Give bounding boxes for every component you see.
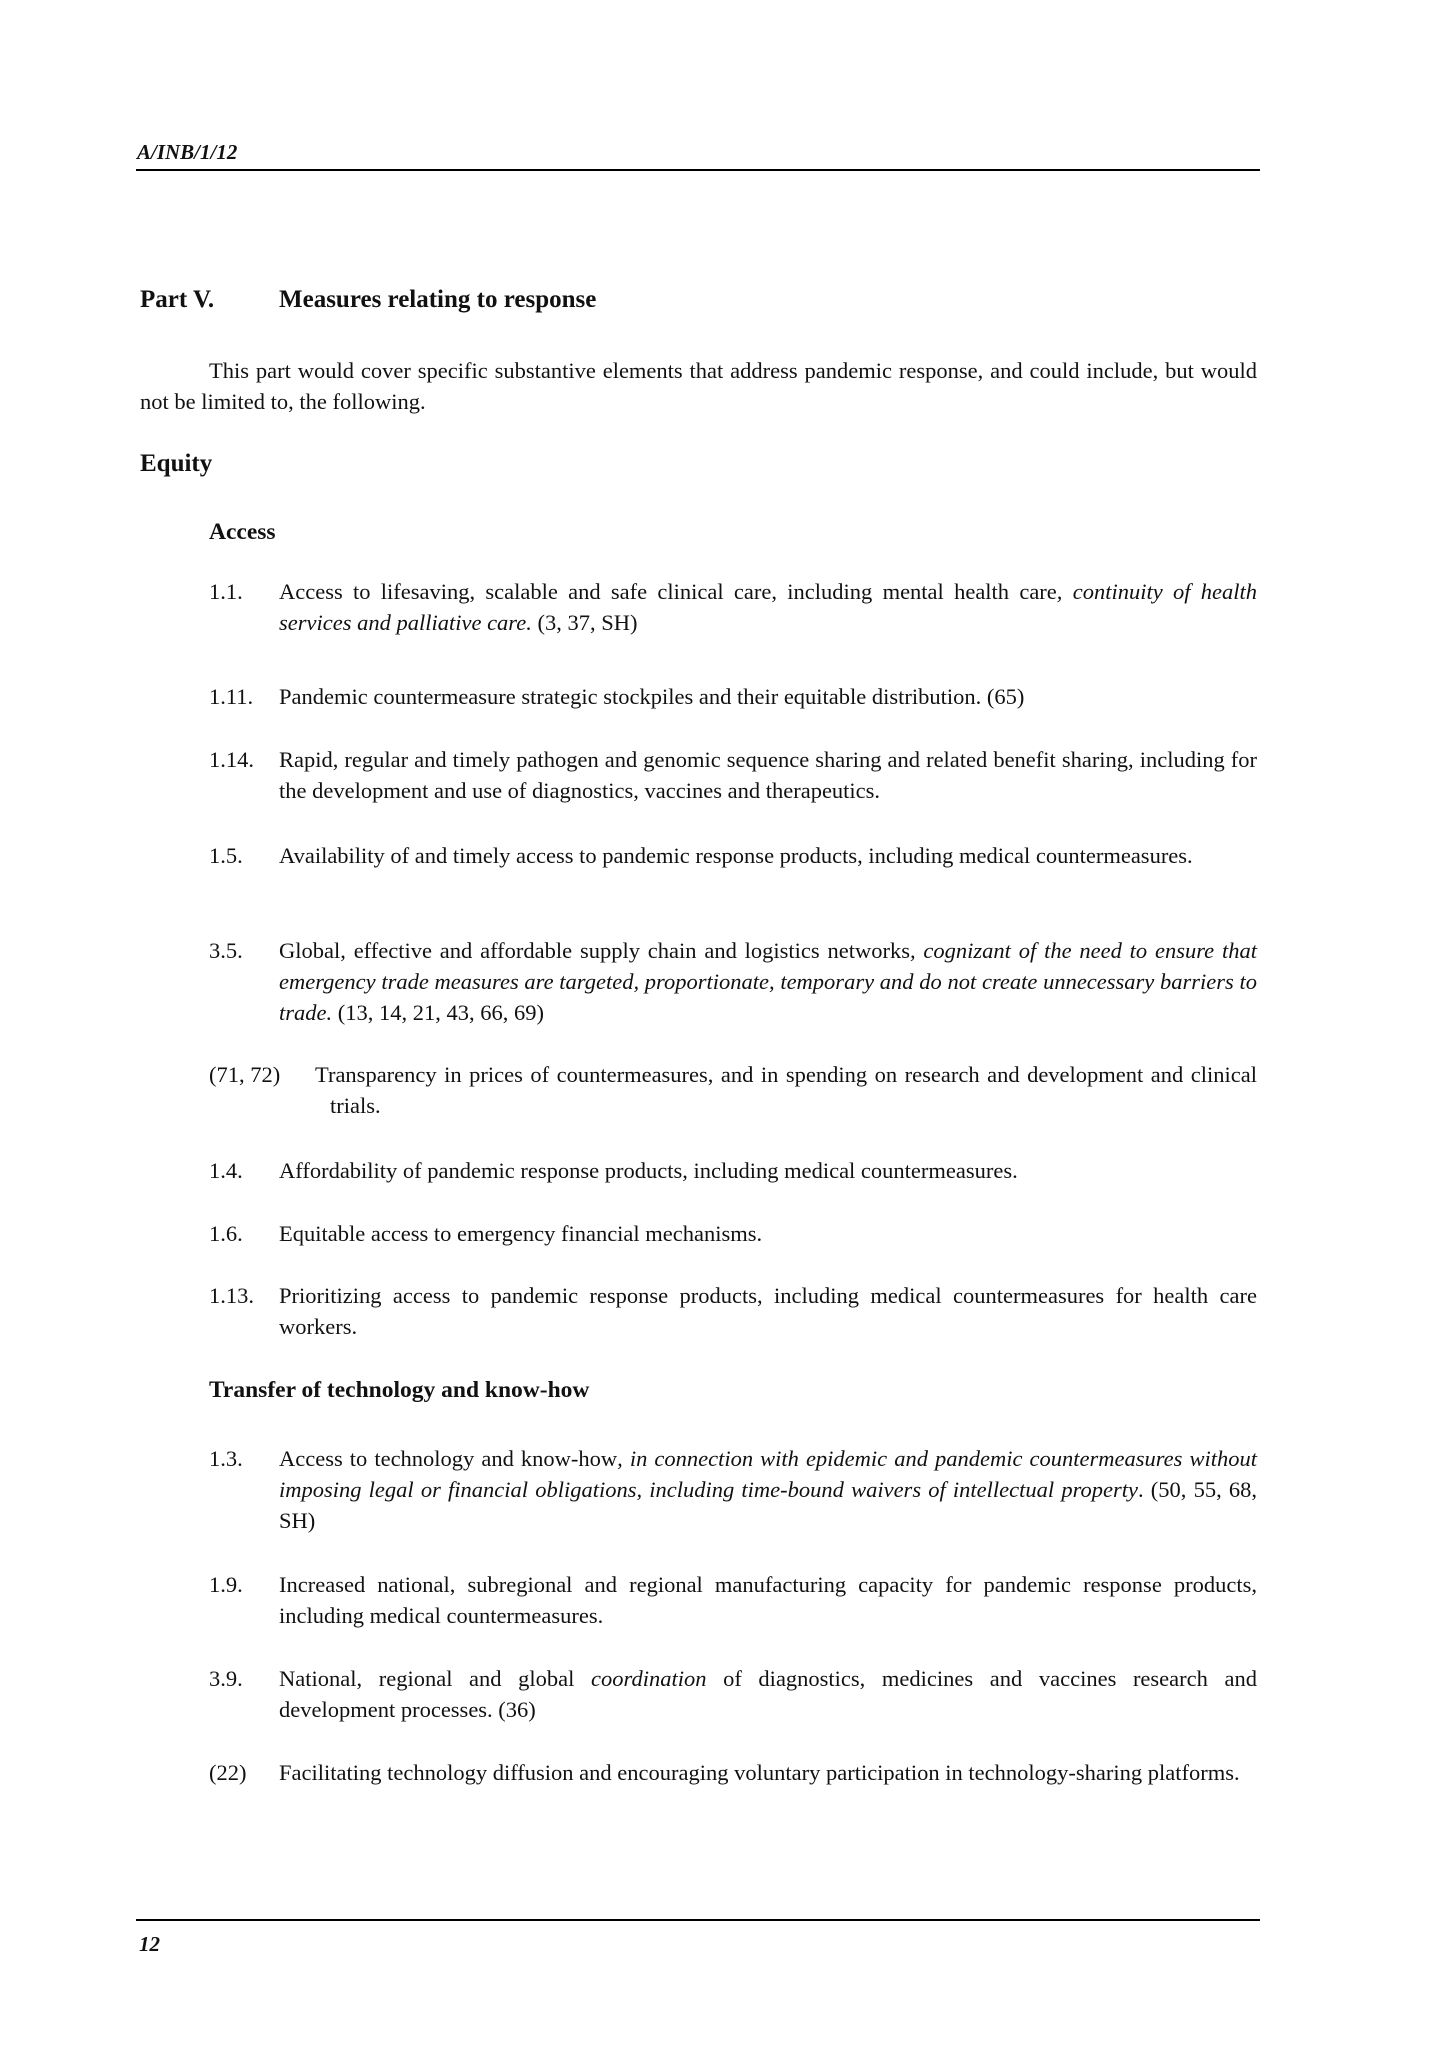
item-text (279, 1155, 1257, 1186)
item-text (279, 1218, 1257, 1249)
list-item (209, 576, 1257, 638)
italic-text-segment: , in connection with epidemic and pandemic countermeasures without imposing legal or financial obligations, including time-bound waivers of intellectual property (279, 1446, 1257, 1502)
text-segment: Access to technology and know-how (279, 1446, 618, 1471)
item-text (279, 840, 1257, 871)
header-rule (136, 169, 1260, 171)
document-symbol: A/INB/1/12 (137, 140, 238, 164)
text-segment: Rapid, regular and timely pathogen and genomic sequence sharing and related benefit sharing, including for the development and use of diagnostics, vaccines and therapeutics. (279, 747, 1257, 803)
item-text (279, 1280, 1257, 1342)
footer-rule (136, 1919, 1260, 1921)
list-item (209, 1663, 1257, 1725)
item-number: 1.6. (209, 1221, 243, 1246)
section-heading-equity: Equity (140, 450, 213, 477)
item-text (279, 681, 1257, 712)
part-heading (140, 286, 596, 314)
item-text (279, 1757, 1257, 1788)
text-segment: Global, effective and affordable supply chain and logistics networks (279, 938, 910, 963)
text-segment: Pandemic countermeasure strategic stockpiles and their equitable distribution. (65) (279, 684, 1025, 709)
item-text (279, 576, 1257, 638)
text-segment: Prioritizing access to pandemic response products, including medical countermeasures for health care workers. (279, 1283, 1257, 1339)
text-segment: Access to lifesaving, scalable and safe clinical care, including mental health care (279, 579, 1057, 604)
list-item (209, 935, 1257, 1028)
italic-text-segment: , cognizant of the need to ensure that emergency trade measures are targeted, proportionate, temporary and do not create unnecessary barriers to trade. (279, 938, 1257, 1025)
item-number: 1.3. (209, 1446, 243, 1471)
item-text (279, 744, 1257, 806)
text-segment: Increased national, subregional and regional manufacturing capacity for pandemic response products, including medical countermeasures. (279, 1572, 1257, 1628)
list-item (209, 1059, 1257, 1121)
subsection-heading-access: Access (209, 519, 276, 545)
text-segment: Equitable access to emergency financial mechanisms. (279, 1221, 763, 1246)
italic-text-segment: coordination (591, 1666, 707, 1691)
text-segment: Affordability of pandemic response products, including medical countermeasures. (279, 1158, 1018, 1183)
item-number: 1.5. (209, 843, 243, 868)
text-segment: (13, 14, 21, 43, 66, 69) (332, 1000, 544, 1025)
text-segment: National, regional and global (279, 1666, 592, 1691)
item-text (279, 1663, 1257, 1725)
text-segment: Facilitating technology diffusion and encouraging voluntary participation in technology-sharing platforms. (279, 1760, 1240, 1785)
item-number: 1.11. (209, 684, 254, 709)
text-segment: of diagnostics, medicines and vaccines research and development processes. (36) (279, 1666, 1257, 1722)
item-number: (22) (209, 1760, 247, 1785)
item-number: 1.13. (209, 1283, 254, 1308)
item-text (279, 1569, 1257, 1631)
part-number: Part V. (140, 286, 215, 313)
item-number: (71, 72) (209, 1062, 281, 1087)
part-title: Measures relating to response (279, 286, 597, 313)
item-text (279, 1443, 1257, 1536)
list-item (209, 681, 1257, 712)
text-segment: . (50, 55, 68, SH) (279, 1477, 1258, 1533)
list-item (209, 1155, 1257, 1186)
list-item (209, 1218, 1257, 1249)
list-item (209, 744, 1257, 806)
list-item (209, 1443, 1257, 1536)
list-item (209, 1757, 1257, 1788)
text-segment: Availability of and timely access to pandemic response products, including medical countermeasures. (279, 843, 1193, 868)
list-item (209, 840, 1257, 871)
text-segment: Transparency in prices of countermeasures, and in spending on research and development and clinical trials. (315, 1062, 1257, 1118)
page-number: 12 (139, 1932, 160, 1956)
list-item (209, 1280, 1257, 1342)
intro-paragraph: This part would cover specific substantive elements that address pandemic response, and could include, but would not be limited to, the following. (140, 358, 1257, 414)
item-number: 3.9. (209, 1666, 243, 1691)
item-text (315, 1059, 1257, 1121)
text-segment: (3, 37, SH) (531, 610, 638, 635)
item-text (279, 935, 1257, 1028)
item-number: 1.4. (209, 1158, 243, 1183)
item-number: 1.1. (209, 579, 243, 604)
subsection-heading-transfer: Transfer of technology and know-how (209, 1377, 590, 1403)
italic-text-segment: , continuity of health services and palliative care. (279, 579, 1257, 635)
item-number: 3.5. (209, 938, 243, 963)
item-number: 1.9. (209, 1572, 243, 1597)
item-number: 1.14. (209, 747, 254, 772)
list-item (209, 1569, 1257, 1631)
